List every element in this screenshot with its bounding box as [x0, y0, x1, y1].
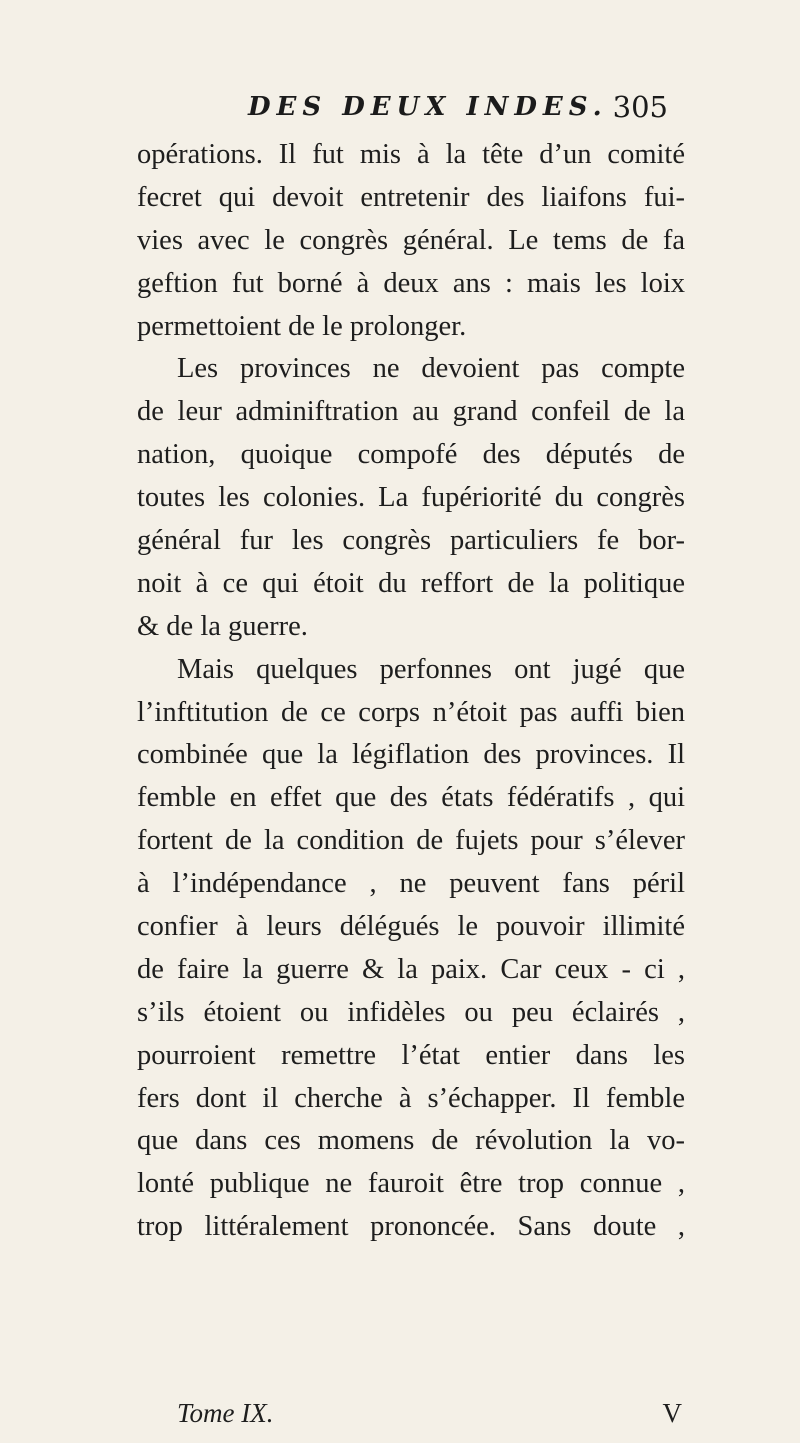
text-line: fecret qui devoit entretenir des liaifons fui-: [137, 181, 685, 213]
page-number: 305: [612, 90, 668, 124]
body-text: [137, 134, 685, 1249]
text-line: que dans ces momens de révolution la vo-: [137, 1125, 685, 1157]
text-line: combinée que la légiflation des provinces. Il: [137, 739, 685, 771]
volume-label: Tome IX.: [177, 1398, 274, 1428]
text-line: général fur les congrès particuliers fe bor-: [137, 525, 685, 557]
text-line: lonté publique ne fauroit être trop connue ,: [137, 1168, 685, 1200]
text-line: fortent de la condition de fujets pour s’élever: [137, 825, 685, 857]
running-title: DES DEUX INDES.: [248, 92, 608, 122]
text-line: permettoient de le prolonger.: [137, 310, 467, 342]
text-line: fers dont il cherche à s’échapper. Il femble: [137, 1082, 685, 1114]
text-line: Mais quelques perfonnes ont jugé que: [177, 653, 685, 685]
text-line: vies avec le congrès général. Le tems de fa: [137, 224, 685, 256]
text-line: de faire la guerre & la paix. Car ceux - ci ,: [137, 953, 685, 985]
text-line: s’ils étoient ou infidèles ou peu éclairés ,: [137, 996, 685, 1028]
page-footer: [177, 1398, 682, 1438]
text-line: confier à leurs délégués le pouvoir illimité: [137, 911, 685, 943]
page-header: [248, 92, 668, 132]
text-line: femble en effet que des états fédératifs , qui: [137, 782, 685, 814]
text-line: Les provinces ne devoient pas compte: [177, 353, 685, 385]
text-line: & de la guerre.: [137, 610, 308, 642]
text-line: nation, quoique compofé des députés de: [137, 439, 685, 471]
text-line: noit à ce qui étoit du reffort de la politique: [137, 567, 685, 599]
text-line: geftion fut borné à deux ans : mais les loix: [137, 267, 685, 299]
signature-mark: V: [662, 1398, 682, 1428]
text-line: pourroient remettre l’état entier dans les: [137, 1039, 685, 1071]
text-line: l’inftitution de ce corps n’étoit pas auffi bien: [137, 696, 685, 728]
text-line: toutes les colonies. La fupériorité du congrès: [137, 482, 685, 514]
text-line: trop littéralement prononcée. Sans doute ,: [137, 1211, 685, 1243]
text-line: à l’indépendance , ne peuvent fans péril: [137, 868, 685, 900]
text-line: opérations. Il fut mis à la tête d’un comité: [137, 139, 685, 170]
text-line: de leur adminiftration au grand confeil de la: [137, 396, 685, 428]
